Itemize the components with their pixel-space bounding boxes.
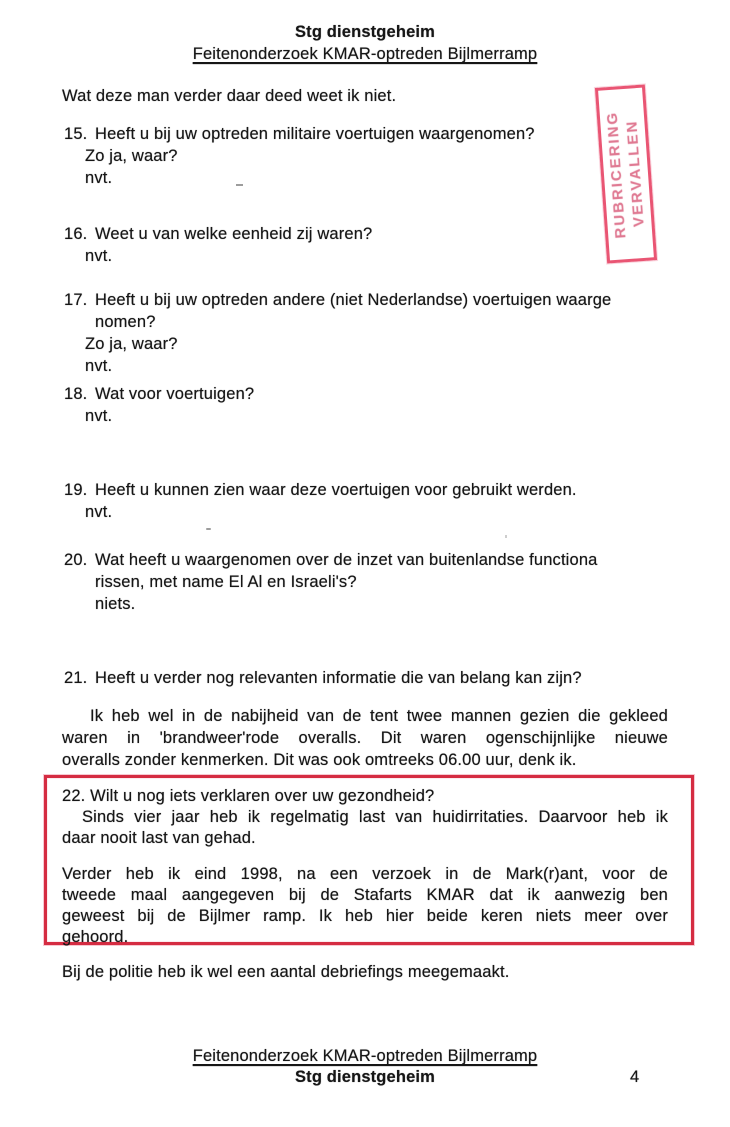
question-21	[64, 668, 582, 688]
question-16-answer: nvt.	[85, 247, 113, 265]
page-number: 4	[630, 1068, 640, 1086]
question-21-number: 21.	[64, 669, 88, 687]
stamp-text	[603, 109, 650, 239]
question-15-subquestion: Zo ja, waar?	[85, 147, 178, 165]
question-22-text: 22. Wilt u nog iets verklaren over uw gezondheid?	[62, 787, 435, 805]
question-15	[64, 124, 535, 144]
stamp-line-1: RUBRICERING	[603, 110, 630, 240]
question-20-number: 20.	[64, 551, 88, 569]
question-20-answer: niets.	[95, 595, 136, 613]
question-17-answer: nvt.	[85, 357, 113, 375]
scan-speck	[236, 184, 243, 186]
answer-22-para1-line2: daar nooit last van gehad.	[62, 829, 256, 847]
document-title: Feitenonderzoek KMAR-optreden Bijlmerramp	[192, 45, 538, 63]
question-16	[64, 224, 372, 244]
question-19-number: 19.	[64, 481, 88, 499]
answer-21-line3: overalls zonder kenmerken. Dit was ook omtreeks 06.00 uur, denk ik.	[62, 751, 577, 769]
question-16-number: 16.	[64, 225, 88, 243]
question-17-text-line2: nomen?	[95, 313, 156, 331]
question-19-text: Heeft u kunnen zien waar deze voertuigen voor gebruikt werden.	[95, 481, 577, 499]
footer-title: Feitenonderzoek KMAR-optreden Bijlmerramp	[192, 1047, 538, 1065]
question-15-answer: nvt.	[85, 169, 113, 187]
question-17	[64, 290, 611, 310]
question-20-text-line1: Wat heeft u waargenomen over de inzet van buitenlandse functiona	[95, 551, 598, 569]
question-17-subquestion: Zo ja, waar?	[85, 335, 178, 353]
answer-22-para2-line2: tweede maal aangegeven bij de Stafarts KMAR dat ik aanwezig ben	[62, 886, 668, 904]
question-17-text-line1: Heeft u bij uw optreden andere (niet Nederlandse) voertuigen waarge	[95, 291, 612, 309]
declassification-stamp	[595, 84, 657, 263]
answer-21-line1: Ik heb wel in de nabijheid van de tent twee mannen gezien die gekleed	[90, 707, 668, 725]
question-15-number: 15.	[64, 125, 88, 143]
answer-22-para1-line1: Sinds vier jaar heb ik regelmatig last van huidirritaties. Daarvoor heb ik	[82, 808, 668, 826]
highlight-box-question-22	[44, 775, 694, 945]
question-20-text-line2: rissen, met name El Al en Israeli's?	[95, 573, 357, 591]
question-20	[64, 550, 597, 570]
answer-22-para2-line3: geweest bij de Bijlmer ramp. Ik heb hier beide keren niets meer over	[62, 907, 668, 925]
answer-22-para2-line1: Verder heb ik eind 1998, na een verzoek in de Mark(r)ant, voor de	[62, 865, 668, 883]
question-18-number: 18.	[64, 385, 88, 403]
question-18-answer: nvt.	[85, 407, 113, 425]
question-19-answer: nvt.	[85, 503, 113, 521]
question-15-text: Heeft u bij uw optreden militaire voertuigen waargenomen?	[95, 125, 535, 143]
stamp-line-2: VERVALLEN	[623, 119, 648, 228]
header-classification: Stg dienstgeheim	[295, 23, 435, 41]
answer-21-line2: waren in 'brandweer'rode overalls. Dit waren ogenschijnlijke nieuwe	[62, 729, 668, 747]
scan-speck	[206, 528, 211, 530]
closing-text: Bij de politie heb ik wel een aantal debriefings meegemaakt.	[62, 963, 510, 981]
answer-22-para2-line4: gehoord.	[62, 928, 129, 946]
question-16-text: Weet u van welke eenheid zij waren?	[95, 225, 373, 243]
question-17-number: 17.	[64, 291, 88, 309]
question-19	[64, 480, 577, 500]
question-18	[64, 384, 254, 404]
footer-classification: Stg dienstgeheim	[295, 1068, 435, 1086]
question-21-text: Heeft u verder nog relevanten informatie die van belang kan zijn?	[95, 669, 582, 687]
intro-text: Wat deze man verder daar deed weet ik niet.	[62, 87, 397, 105]
scan-speck	[505, 535, 507, 538]
question-18-text: Wat voor voertuigen?	[95, 385, 255, 403]
